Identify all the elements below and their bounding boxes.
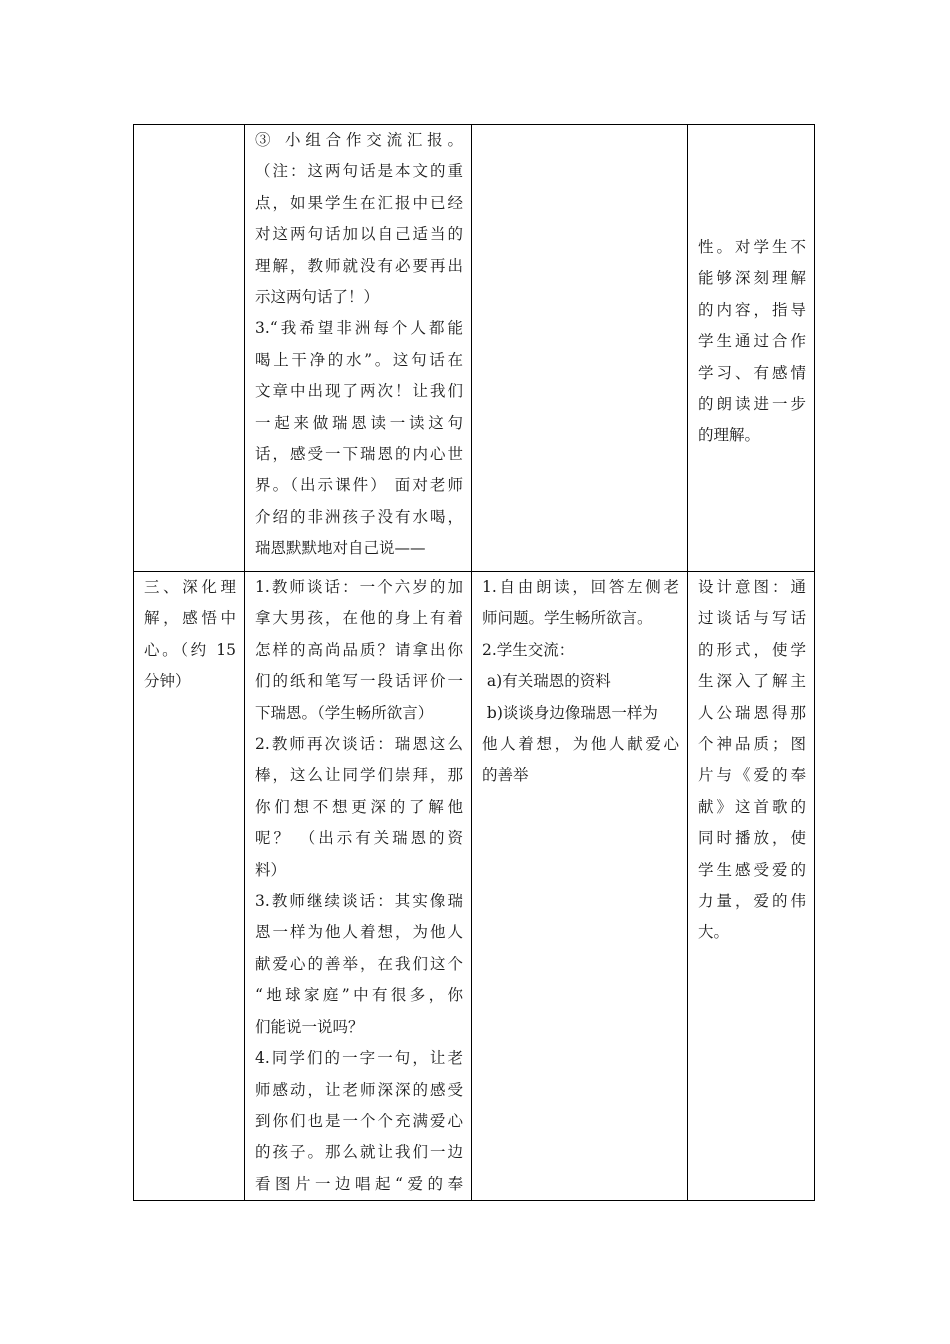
text-line: 话，感受一下瑞恩的内心世 (255, 445, 463, 464)
text-line: 的内容，指导 (698, 300, 806, 319)
text-line: 献爱心的善举，在我们这个 (255, 954, 463, 973)
text-line: 们的纸和笔写一段话评价一 (255, 672, 463, 691)
text-line: 他人着想，为他人献爱心 (482, 735, 679, 754)
text-line: 力量，爱的伟 (698, 892, 806, 911)
text-line: 1.自由朗读，回答左侧老 (482, 578, 679, 596)
text-line: 恩一样为他人着想，为他人 (255, 923, 463, 942)
teacher-activity-cell (245, 572, 472, 1201)
student-activity-cell (472, 572, 688, 1201)
text-line: b)谈谈身边像瑞恩一样为 (482, 703, 658, 722)
text-line: 学生通过合作 (698, 332, 806, 351)
text-line: 献》这首歌的 (698, 797, 806, 816)
text-line: 2.学生交流： (482, 640, 575, 659)
text-line: 生深入了解主 (698, 672, 806, 691)
design-intent-cell (688, 572, 815, 1201)
text-line: 过谈话与写话 (698, 609, 806, 628)
text-line: “地球家庭”中有很多，你 (255, 986, 463, 1005)
text-line: 文章中出现了两次！让我们 (255, 382, 463, 401)
design-intent-cell (688, 125, 815, 572)
text-line: 4.同学们的一字一句，让老 (255, 1049, 463, 1068)
text-line: 片与《爱的奉 (698, 766, 806, 785)
text-line: 人公瑞恩得那 (698, 703, 806, 722)
text-line: 你们想不想更深的了解他 (255, 797, 463, 816)
text-line: 学习、有感情 (698, 363, 806, 382)
text-line: 喝上干净的水”。这句话在 (255, 350, 463, 369)
text-line: 的善举 (482, 766, 529, 785)
text-line: 的孩子。那么就让我们一边 (255, 1143, 463, 1162)
text-line: 2.教师再次谈话：瑞恩这么 (255, 735, 463, 754)
text-line: 师问题。学生畅所欲言。 (482, 609, 653, 628)
text-line: 到你们也是一个个充满爱心 (255, 1111, 463, 1130)
text-line: 介绍的非洲孩子没有水喝， (255, 507, 463, 526)
text-line: 怎样的高尚品质？请拿出你 (255, 640, 463, 659)
text-line: 理解，教师就没有必要再出 (255, 256, 463, 275)
text-line: 师感动，让老师深深的感受 (255, 1080, 463, 1099)
text-line: 点，如果学生在汇报中已经 (255, 193, 463, 212)
cell-spacer (698, 125, 806, 232)
stage-cell (134, 125, 245, 572)
text-line: 解，感悟中 (144, 609, 236, 628)
text-line: 棒，这么让同学们崇拜，那 (255, 766, 463, 785)
lesson-plan-table (133, 124, 815, 1201)
text-line: 三、深化理 (144, 578, 236, 596)
text-line: 学生感受爱的 (698, 860, 806, 879)
text-line: （注：这两句话是本文的重 (255, 162, 463, 181)
table-row (134, 125, 815, 572)
text-line: 1.教师谈话：一个六岁的加 (255, 578, 463, 596)
text-line: 示这两句话了！） (255, 288, 380, 307)
text-line: 设计意图：通 (698, 578, 806, 596)
text-line: 分钟） (144, 672, 191, 691)
text-line: 料） (255, 860, 287, 879)
text-line: 3.“我希望非洲每个人都能 (255, 319, 463, 338)
text-line: 性。对学生不 (698, 238, 806, 256)
text-line: ③ 小组合作交流汇报。 (255, 131, 463, 149)
text-line: 心。（约 15 (144, 640, 236, 659)
text-line: 能够深刻理解 (698, 269, 806, 288)
text-line: 3.教师继续谈话：其实像瑞 (255, 892, 463, 911)
text-line: 同时播放，使 (698, 829, 806, 848)
text-line: 大。 (698, 923, 730, 942)
student-activity-cell (472, 125, 688, 572)
text-line: 的朗读进一步 (698, 395, 806, 414)
table-row (134, 572, 815, 1201)
text-line: 们能说一说吗？ (255, 1017, 364, 1036)
text-line: a)有关瑞恩的资料 (482, 672, 611, 691)
text-line: 对这两句话加以自己适当的 (255, 225, 463, 244)
text-line: 瑞恩默默地对自己说—— (255, 539, 426, 558)
text-line: 的形式，使学 (698, 640, 806, 659)
text-line: 呢？ （出示有关瑞恩的资 (255, 829, 463, 848)
text-line: 下瑞恩。（学生畅所欲言） (255, 703, 434, 722)
text-line: 拿大男孩，在他的身上有着 (255, 609, 463, 628)
text-line: 的理解。 (698, 426, 761, 445)
stage-cell (134, 572, 245, 1201)
text-line: 一起来做瑞恩读一读这句 (255, 413, 463, 432)
teacher-activity-cell (245, 125, 472, 572)
text-line: 个神品质；图 (698, 735, 806, 754)
text-line: 看图片一边唱起“爱的奉 (255, 1174, 463, 1193)
text-line: 界。（出示课件） 面对老师 (255, 476, 463, 495)
